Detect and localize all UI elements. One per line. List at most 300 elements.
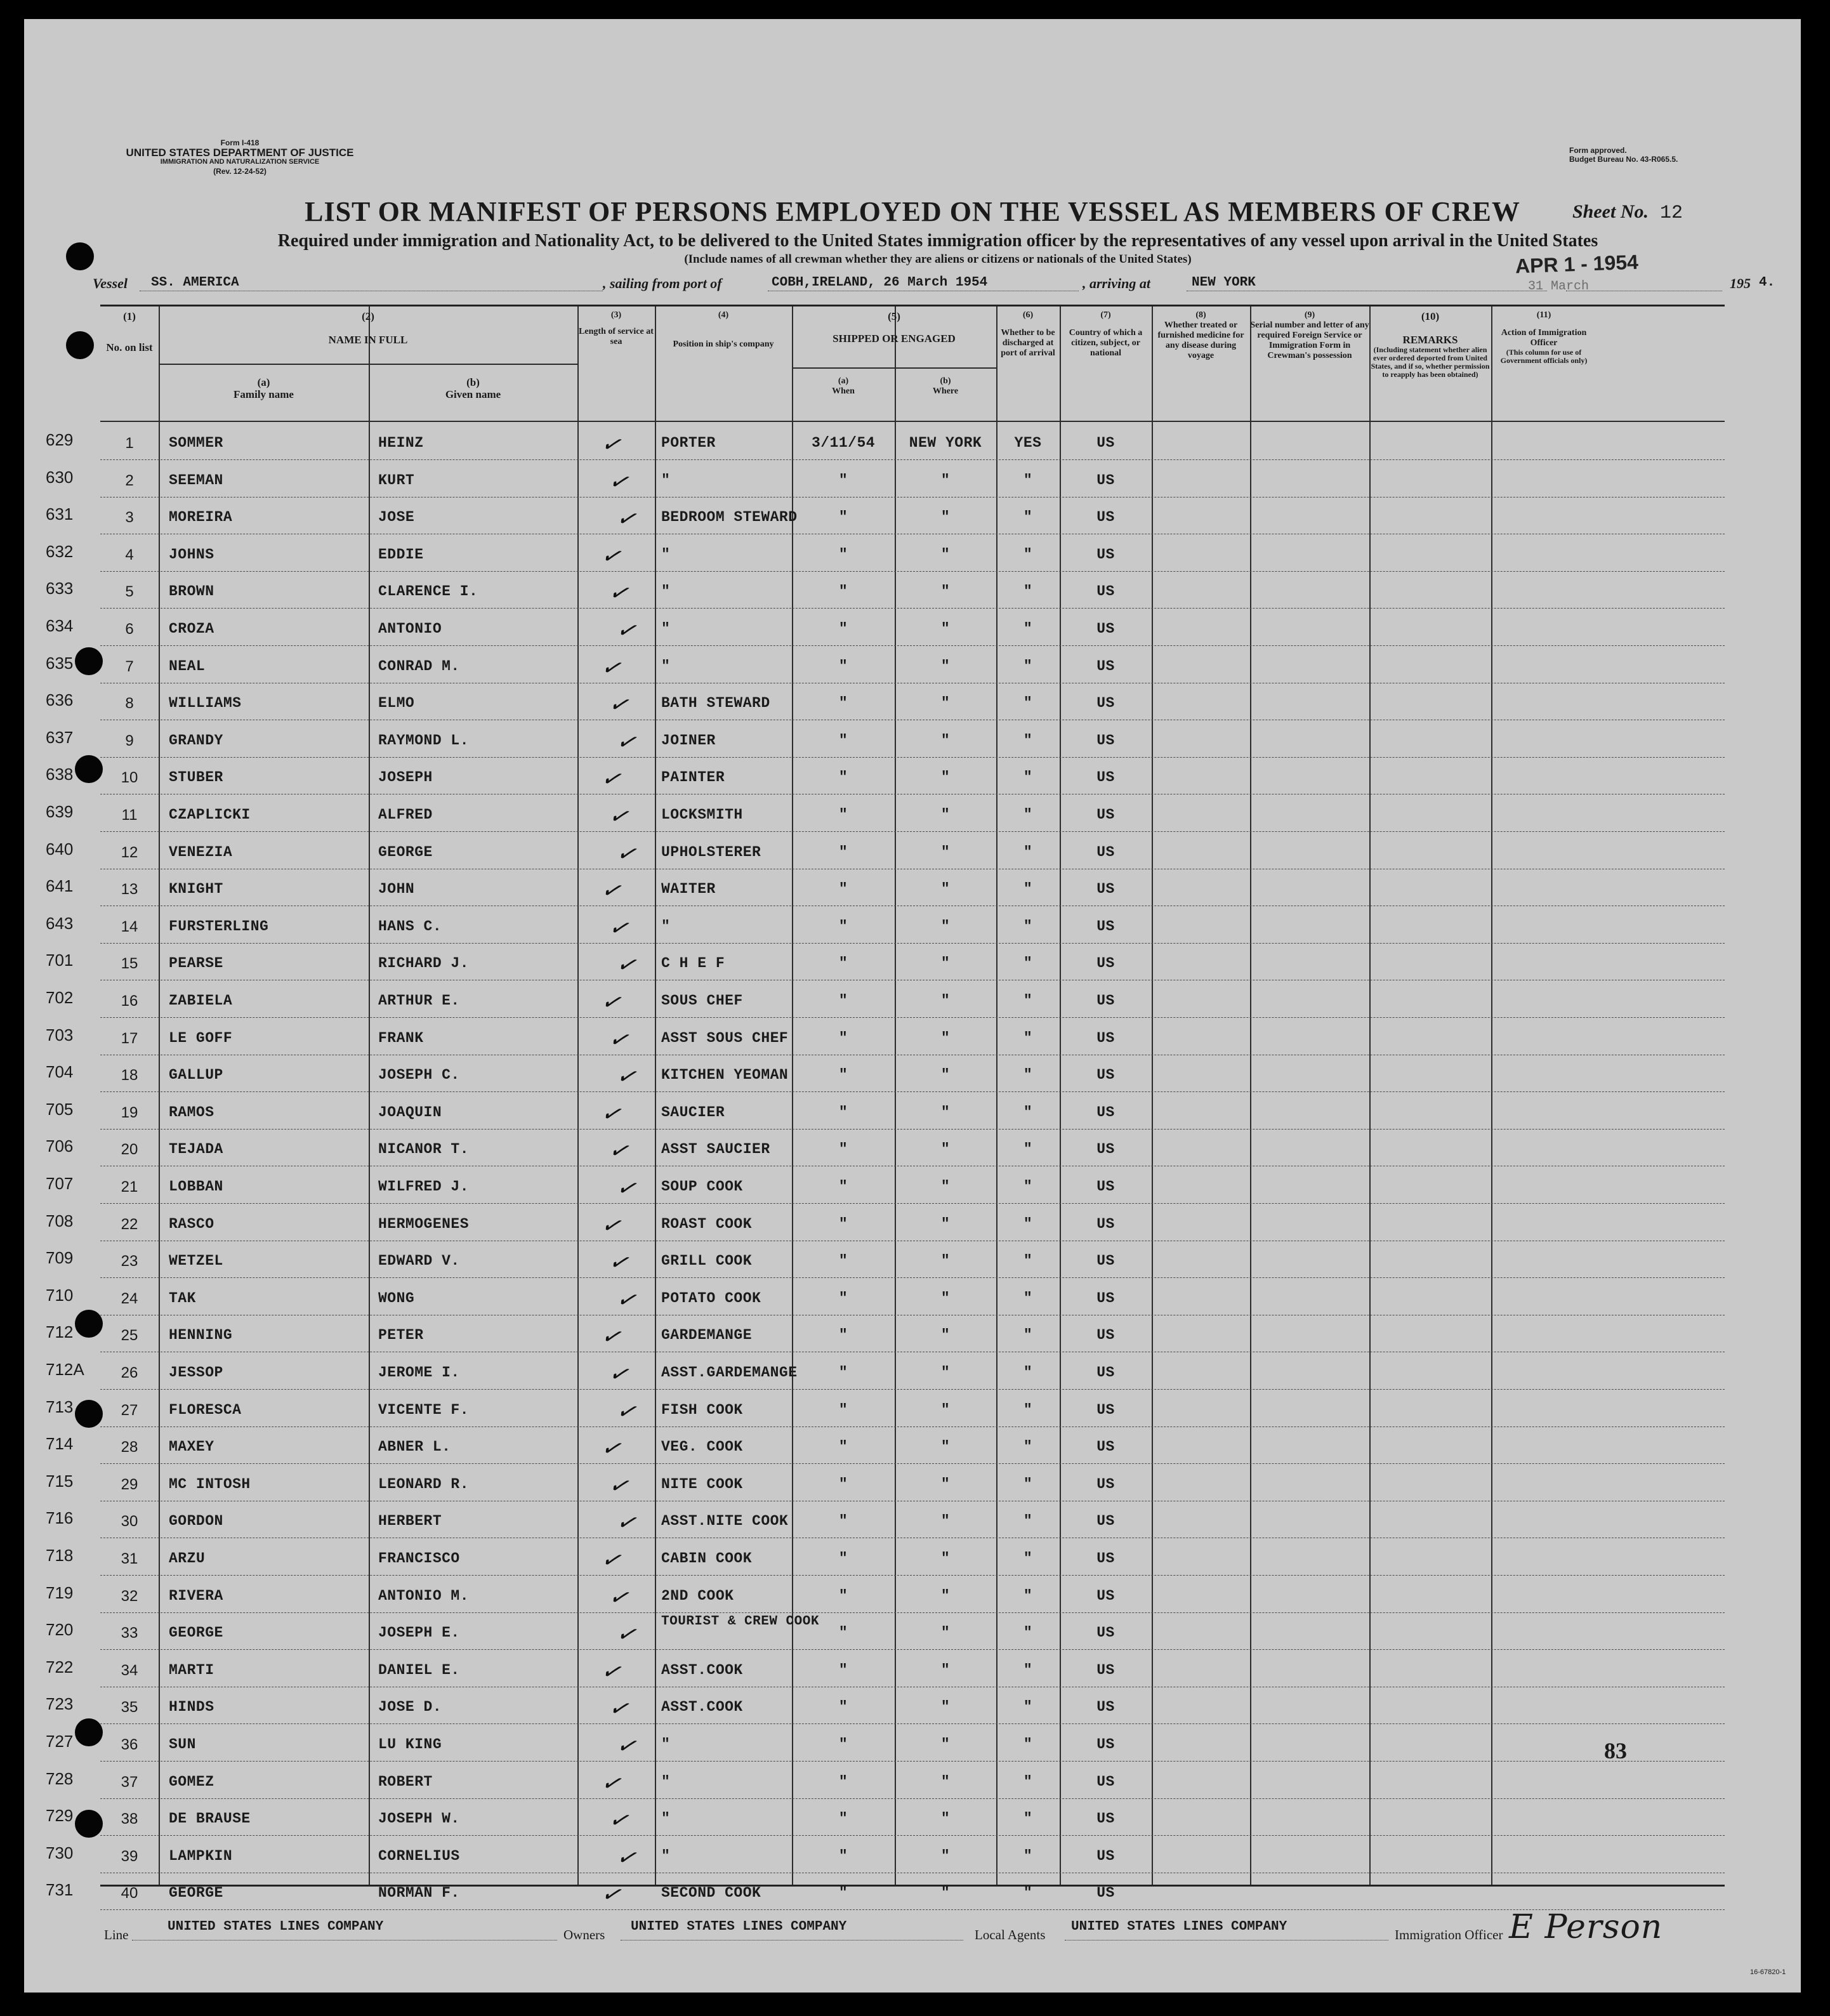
given-name: HANS C. [378,918,442,935]
country: US [1096,1401,1115,1418]
table-row [100,497,1725,534]
shipped-where: " [940,1847,951,1864]
country: US [1096,695,1115,712]
given-name: JOSEPH W. [378,1810,460,1828]
discharged: " [1023,583,1033,600]
list-number: 30 [121,1513,138,1531]
shipped-where: " [940,546,951,563]
position: " [661,583,671,600]
position: UPHOLSTERER [661,843,761,860]
discharged: " [1023,918,1033,935]
col2b-header: (b) Given name [445,376,501,400]
checkmark-icon: ✓ [599,1767,624,1798]
position: KITCHEN YEOMAN [661,1067,789,1084]
year-digit: 4. [1759,275,1775,290]
checkmark-icon: ✓ [599,1433,624,1463]
external-number: 731 [46,1880,74,1900]
table-row [100,1576,1725,1613]
shipped-when: " [838,769,848,786]
line-label: Line [104,1927,129,1942]
punch-hole [66,242,94,270]
list-number: 15 [121,955,138,973]
position: SAUCIER [661,1104,725,1121]
checkmark-icon: ✓ [607,912,631,942]
discharged: " [1023,1029,1033,1046]
crew-table [100,305,1725,1909]
external-number: 712A [46,1360,84,1379]
family-name: MOREIRA [169,509,233,526]
col4-header: (4) Position in ship's company [673,310,774,349]
discharged: " [1023,1773,1033,1790]
col8-header: (8) Whether treated or furnished medicine for any disease during voyage [1157,310,1244,360]
form-header-left [88,138,392,176]
col6-header: (6) Whether to be discharged at port of arrival [1001,310,1055,358]
country: US [1096,1513,1115,1530]
country: US [1096,583,1115,600]
checkmark-icon: ✓ [614,615,639,645]
list-number: 4 [125,546,134,563]
shipped-where: " [940,955,951,972]
checkmark-icon: ✓ [607,1805,631,1835]
table-row [100,1018,1725,1055]
external-number: 631 [46,504,74,524]
given-name: JOAQUIN [378,1104,442,1121]
list-number: 8 [125,695,134,713]
external-number: 637 [46,727,74,747]
external-number: 701 [46,951,74,970]
country: US [1096,621,1115,637]
shipped-where: " [940,807,951,823]
list-number: 10 [121,769,138,787]
family-name: WILLIAMS [169,695,242,712]
shipped-when: " [838,1401,848,1418]
external-number: 633 [46,579,74,598]
list-number: 18 [121,1067,138,1084]
shipped-when: " [838,471,848,489]
family-name: LAMPKIN [169,1847,233,1864]
country: US [1096,1439,1115,1456]
family-name: NEAL [169,657,206,675]
external-number: 706 [46,1136,74,1156]
position: " [661,471,671,489]
external-number: 723 [46,1694,74,1714]
checkmark-icon: ✓ [599,763,624,794]
country: US [1096,546,1115,563]
list-number: 12 [121,843,138,861]
table-row [100,1315,1725,1352]
form-code: 16-67820-1 [1750,1968,1786,1976]
position: ASST.GARDEMANGE [661,1364,798,1381]
shipped-where: " [940,1624,951,1642]
position: WAITER [661,881,716,898]
table-row [100,1390,1725,1427]
external-number: 707 [46,1174,74,1193]
col10-header: (10) REMARKS (Including statement whether alien ever ordered deported from United States, and if so, whether permission to reapply has been obtained) [1371,310,1490,379]
table-row [100,461,1725,497]
table-row [100,1241,1725,1278]
list-number: 36 [121,1736,138,1753]
discharged: " [1023,769,1033,786]
shipped-where: " [940,732,951,749]
sailing-from: COBH,IRELAND, 26 March 1954 [772,275,988,290]
checkmark-icon: ✓ [614,1061,639,1091]
shipped-when: " [838,918,848,935]
family-name: SEEMAN [169,471,223,489]
discharged: " [1023,1364,1033,1381]
position: ASST SOUS CHEF [661,1029,789,1046]
country: US [1096,732,1115,749]
list-number: 35 [121,1699,138,1716]
table-row [100,1762,1725,1799]
shipped-where: " [940,769,951,786]
shipped-when: " [838,657,848,675]
external-number: 629 [46,430,74,449]
discharged: " [1023,732,1033,749]
country: US [1096,1661,1115,1678]
position: ROAST COOK [661,1215,753,1232]
checkmark-icon: ✓ [599,875,624,905]
col3-header: (3) Length of service at sea [579,310,654,346]
position: SOUP COOK [661,1178,743,1195]
external-number: 730 [46,1843,74,1862]
list-number: 37 [121,1773,138,1791]
position: " [661,657,671,675]
discharged: " [1023,1253,1033,1270]
budget-bureau: Budget Bureau No. 43-R065.5. [1569,155,1678,164]
line-company: UNITED STATES LINES COMPANY [168,1920,384,1934]
owners-label: Owners [563,1927,605,1942]
shipped-where: NEW YORK [909,435,982,451]
shipped-when: " [838,1215,848,1232]
table-row [100,1427,1725,1464]
vessel-line [93,270,1775,296]
position: C H E F [661,955,725,972]
shipped-where: " [940,992,951,1009]
external-number: 709 [46,1248,74,1268]
department-name: UNITED STATES DEPARTMENT OF JUSTICE [126,147,354,159]
country: US [1096,1141,1115,1158]
shipped-where: " [940,1587,951,1604]
shipped-when: " [838,1550,848,1567]
shipped-where: " [940,509,951,526]
family-name: ARZU [169,1550,206,1567]
col5b-header: (b) Where [932,376,959,396]
shipped-when: " [838,955,848,972]
table-row [100,1167,1725,1204]
country: US [1096,1253,1115,1270]
col9-header: (9) Serial number and letter of any required Foreign Service or Immigration Form in Crewman's possession [1250,310,1369,360]
position: GRILL COOK [661,1253,753,1270]
external-number: 643 [46,913,74,933]
checkmark-icon: ✓ [599,1545,624,1574]
position: PORTER [661,435,716,451]
given-name: ABNER L. [378,1439,451,1456]
country: US [1096,1364,1115,1381]
family-name: BROWN [169,583,214,600]
discharged: " [1023,1847,1033,1864]
given-name: ANTONIO [378,621,442,637]
position: ASST.COOK [661,1699,743,1716]
list-number: 5 [125,583,134,601]
family-name: TEJADA [169,1141,223,1158]
family-name: SOMMER [169,435,223,451]
country: US [1096,1215,1115,1232]
country: US [1096,1810,1115,1828]
shipped-when: " [838,1327,848,1344]
discharged: " [1023,1215,1033,1232]
given-name: NORMAN F. [378,1885,460,1902]
list-number: 25 [121,1327,138,1345]
list-number: 23 [121,1253,138,1270]
country: US [1096,843,1115,860]
position: 2ND COOK [661,1587,734,1604]
owners-company: UNITED STATES LINES COMPANY [631,1920,847,1934]
position: ASST.COOK [661,1661,743,1678]
shipped-where: " [940,1401,951,1418]
table-row [100,1093,1725,1130]
discharged: " [1023,1736,1033,1753]
family-name: MAXEY [169,1439,214,1456]
country: US [1096,769,1115,786]
family-name: FURSTERLING [169,918,269,935]
shipped-where: " [940,1439,951,1456]
shipped-when: " [838,1624,848,1642]
sheet-number [1572,201,1683,224]
checkmark-icon: ✓ [614,1284,639,1314]
list-number: 1 [125,435,134,452]
given-name: EDDIE [378,546,424,563]
table-row [100,1836,1725,1873]
given-name: HERBERT [378,1513,442,1530]
col7-header: (7) Country of which a citizen, subject, or national [1069,310,1143,358]
checkmark-icon: ✓ [607,577,631,608]
country: US [1096,1550,1115,1567]
shipped-when: " [838,1736,848,1753]
given-name: ELMO [378,695,415,712]
given-name: JOSEPH C. [378,1067,460,1084]
country: US [1096,1475,1115,1492]
checkmark-icon: ✓ [607,801,631,831]
given-name: RICHARD J. [378,955,470,972]
family-name: TAK [169,1289,196,1307]
table-row [100,535,1725,572]
discharged: " [1023,1699,1033,1716]
arriving-label: , arriving at [1083,275,1150,291]
external-number: 708 [46,1211,74,1230]
given-name: VICENTE F. [378,1401,470,1418]
family-name: HENNING [169,1327,233,1344]
table-row [100,609,1725,646]
shipped-where: " [940,1141,951,1158]
position: SECOND COOK [661,1885,761,1902]
checkmark-icon: ✓ [614,838,639,868]
position: LOCKSMITH [661,807,743,823]
family-name: HINDS [169,1699,214,1716]
given-name: HEINZ [378,435,424,451]
position: BEDROOM STEWARD [661,509,798,526]
table-row [100,1873,1725,1910]
col2a-header: (a) Family name [234,376,294,400]
given-name: HERMOGENES [378,1215,470,1232]
checkmark-icon: ✓ [607,1581,631,1612]
checkmark-icon: ✓ [599,1879,624,1909]
list-number: 27 [121,1401,138,1419]
country: US [1096,807,1115,823]
country: US [1096,509,1115,526]
external-number: 713 [46,1397,74,1416]
family-name: CROZA [169,621,214,637]
position: VEG. COOK [661,1439,743,1456]
shipped-when: " [838,1439,848,1456]
table-row [100,423,1725,460]
shipped-when: " [838,732,848,749]
family-name: RAMOS [169,1104,214,1121]
table-row [100,944,1725,980]
position: " [661,918,671,935]
discharged: " [1023,1327,1033,1344]
shipped-when: " [838,1067,848,1084]
discharged: " [1023,807,1033,823]
discharged: " [1023,1550,1033,1567]
table-row [100,683,1725,720]
faint-date: 31 March [1528,279,1590,294]
shipped-where: " [940,583,951,600]
shipped-when: " [838,1029,848,1046]
shipped-when: " [838,1475,848,1492]
given-name: WONG [378,1289,415,1307]
position: " [661,1773,671,1790]
shipped-when: " [838,1253,848,1270]
discharged: " [1023,1587,1033,1604]
family-name: MARTI [169,1661,214,1678]
shipped-when: " [838,1289,848,1307]
checkmark-icon: ✓ [607,1359,631,1388]
checkmark-icon: ✓ [599,652,624,682]
given-name: LEONARD R. [378,1475,470,1492]
list-number: 22 [121,1215,138,1233]
country: US [1096,1736,1115,1753]
checkmark-icon: ✓ [607,1247,631,1277]
shipped-when: " [838,1104,848,1121]
discharged: " [1023,1104,1033,1121]
discharged: " [1023,1067,1033,1084]
shipped-where: " [940,657,951,675]
discharged: " [1023,471,1033,489]
family-name: GALLUP [169,1067,223,1084]
given-name: JOHN [378,881,415,898]
col1-header: (1) No. on list [106,310,153,353]
punch-hole [75,1810,103,1838]
shipped-where: " [940,843,951,860]
position: NITE COOK [661,1475,743,1492]
given-name: JEROME I. [378,1364,460,1381]
given-name: LU KING [378,1736,442,1753]
position: " [661,1810,671,1828]
shipped-when: " [838,1364,848,1381]
punch-hole [75,1400,103,1428]
checkmark-icon: ✓ [614,1395,639,1426]
table-row [100,1279,1725,1315]
table-row [100,572,1725,609]
external-number: 728 [46,1769,74,1788]
sailing-label: , sailing from port of [603,275,722,291]
list-number: 19 [121,1104,138,1121]
country: US [1096,955,1115,972]
table-row [100,647,1725,683]
given-name: FRANCISCO [378,1550,460,1567]
shipped-when: " [838,807,848,823]
given-name: KURT [378,471,415,489]
checkmark-icon: ✓ [614,727,639,756]
shipped-when: " [838,546,848,563]
table-row [100,758,1725,794]
officer-signature: E Person [1509,1908,1663,1946]
checkmark-icon: ✓ [614,1507,639,1538]
family-name: FLORESCA [169,1401,242,1418]
checkmark-icon: ✓ [607,1693,631,1723]
position: JOINER [661,732,716,749]
given-name: RAYMOND L. [378,732,470,749]
list-number: 40 [121,1885,138,1902]
shipped-when: " [838,843,848,860]
shipped-when: " [838,509,848,526]
position: BATH STEWARD [661,695,770,712]
discharged: " [1023,695,1033,712]
shipped-when: " [838,881,848,898]
family-name: SUN [169,1736,196,1753]
discharged: " [1023,881,1033,898]
discharged: " [1023,955,1033,972]
checkmark-icon: ✓ [607,689,631,719]
table-row [100,1465,1725,1501]
checkmark-icon: ✓ [614,1173,639,1202]
shipped-where: " [940,1327,951,1344]
shipped-where: " [940,1773,951,1790]
given-name: CONRAD M. [378,657,460,675]
manifest-title: LIST OR MANIFEST OF PERSONS EMPLOYED ON THE VESSEL AS MEMBERS OF CREW [305,196,1520,227]
checkmark-icon: ✓ [607,1470,631,1500]
list-number: 34 [121,1661,138,1679]
external-number: 636 [46,690,74,710]
shipped-when: " [838,1141,848,1158]
checkmark-icon: ✓ [599,541,624,570]
list-number: 28 [121,1439,138,1456]
manifest-subtitle: Required under immigration and Nationality Act, to be delivered to the United States immigration officer by the representatives of any vessel upon arrival in the United States [277,231,1598,251]
shipped-when: " [838,1699,848,1716]
sheet-number-label: Sheet No. [1572,201,1649,222]
form-number: Form I-418 [220,138,260,147]
family-name: STUBER [169,769,223,786]
family-name: JESSOP [169,1364,223,1381]
revision-date: (Rev. 12-24-52) [213,167,267,176]
punch-hole [75,1310,103,1338]
list-number: 21 [121,1178,138,1196]
shipped-where: " [940,1289,951,1307]
country: US [1096,1587,1115,1604]
shipped-when: " [838,695,848,712]
position: SOUS CHEF [661,992,743,1009]
country: US [1096,435,1115,451]
external-number: 702 [46,988,74,1007]
table-row [100,1204,1725,1241]
discharged: " [1023,1178,1033,1195]
country: US [1096,1847,1115,1864]
checkmark-icon: ✓ [607,1024,631,1054]
list-number: 7 [125,657,134,675]
discharged: " [1023,1885,1033,1902]
shipped-when: " [838,1885,848,1902]
external-number: 703 [46,1025,74,1044]
